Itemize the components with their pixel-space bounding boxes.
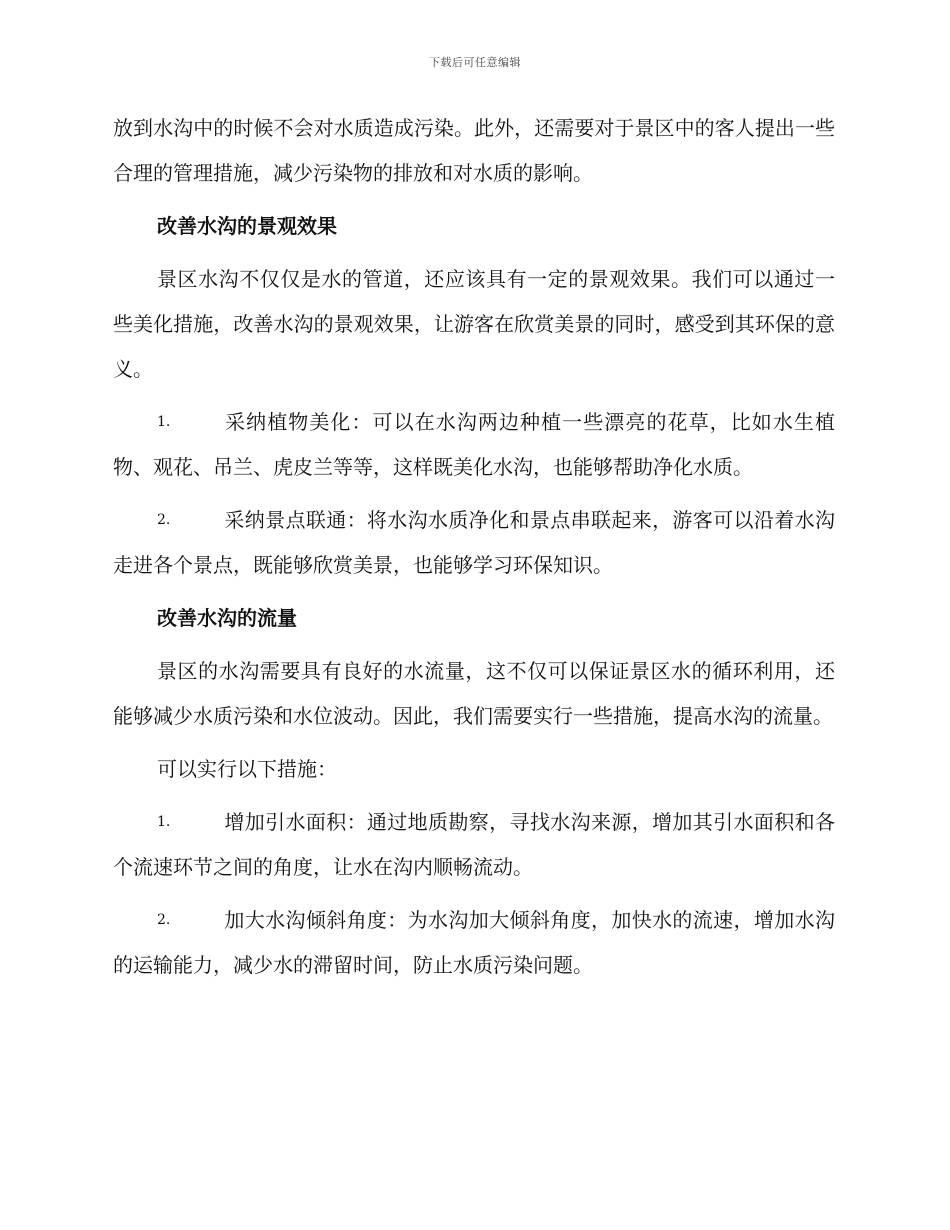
list-item-text: 采纳植物美化：可以在水沟两边种植一些漂亮的花草，比如水生植物、观花、吊兰、虎皮兰等等，这样既美化水沟，也能够帮助净化水质。 — [113, 410, 835, 479]
paragraph-landscape-intro: 景区水沟不仅仅是水的管道，还应该具有一定的景观效果。我们可以通过一些美化措施，改善水沟的景观效果，让游客在欣赏美景的同时，感受到其环保的意义。 — [113, 267, 835, 381]
section-heading-flow: 改善水沟的流量 — [157, 606, 297, 630]
list-item-text: 增加引水面积：通过地质勘察，寻找水沟来源，增加其引水面积和各个流速环节之间的角度，让水在沟内顺畅流动。 — [113, 810, 835, 879]
paragraph-flow-intro: 景区的水沟需要具有良好的水流量，这不仅可以保证景区水的循环利用，还能够减少水质污染和水位波动。因此，我们需要实行一些措施，提高水沟的流量。 — [113, 659, 835, 728]
list-item — [113, 898, 835, 988]
list-number: 2. — [157, 512, 171, 528]
list-item — [113, 800, 835, 890]
list-item — [113, 400, 835, 490]
list-number: 2. — [157, 912, 171, 928]
list-item-text: 加大水沟倾斜角度：为水沟加大倾斜角度，加快水的流速，增加水沟的运输能力，减少水的滞留时间，防止水质污染问题。 — [113, 908, 835, 977]
list-number: 1. — [157, 814, 171, 830]
section-heading-landscape: 改善水沟的景观效果 — [157, 214, 337, 238]
list-item-text: 采纳景点联通：将水沟水质净化和景点串联起来，游客可以沿着水沟走进各个景点，既能够欣赏美景，也能够学习环保知识。 — [113, 508, 835, 577]
page-header: 下载后可任意编辑 — [429, 56, 521, 69]
paragraph-measures-lead: 可以实行以下措施： — [157, 757, 337, 781]
list-number: 1. — [157, 414, 171, 430]
document-body — [113, 106, 835, 996]
paragraph-continuation: 放到水沟中的时候不会对水质造成污染。此外，还需要对于景区中的客人提出一些合理的管理措施，减少污染物的排放和对水质的影响。 — [113, 116, 835, 185]
list-item — [113, 498, 835, 588]
